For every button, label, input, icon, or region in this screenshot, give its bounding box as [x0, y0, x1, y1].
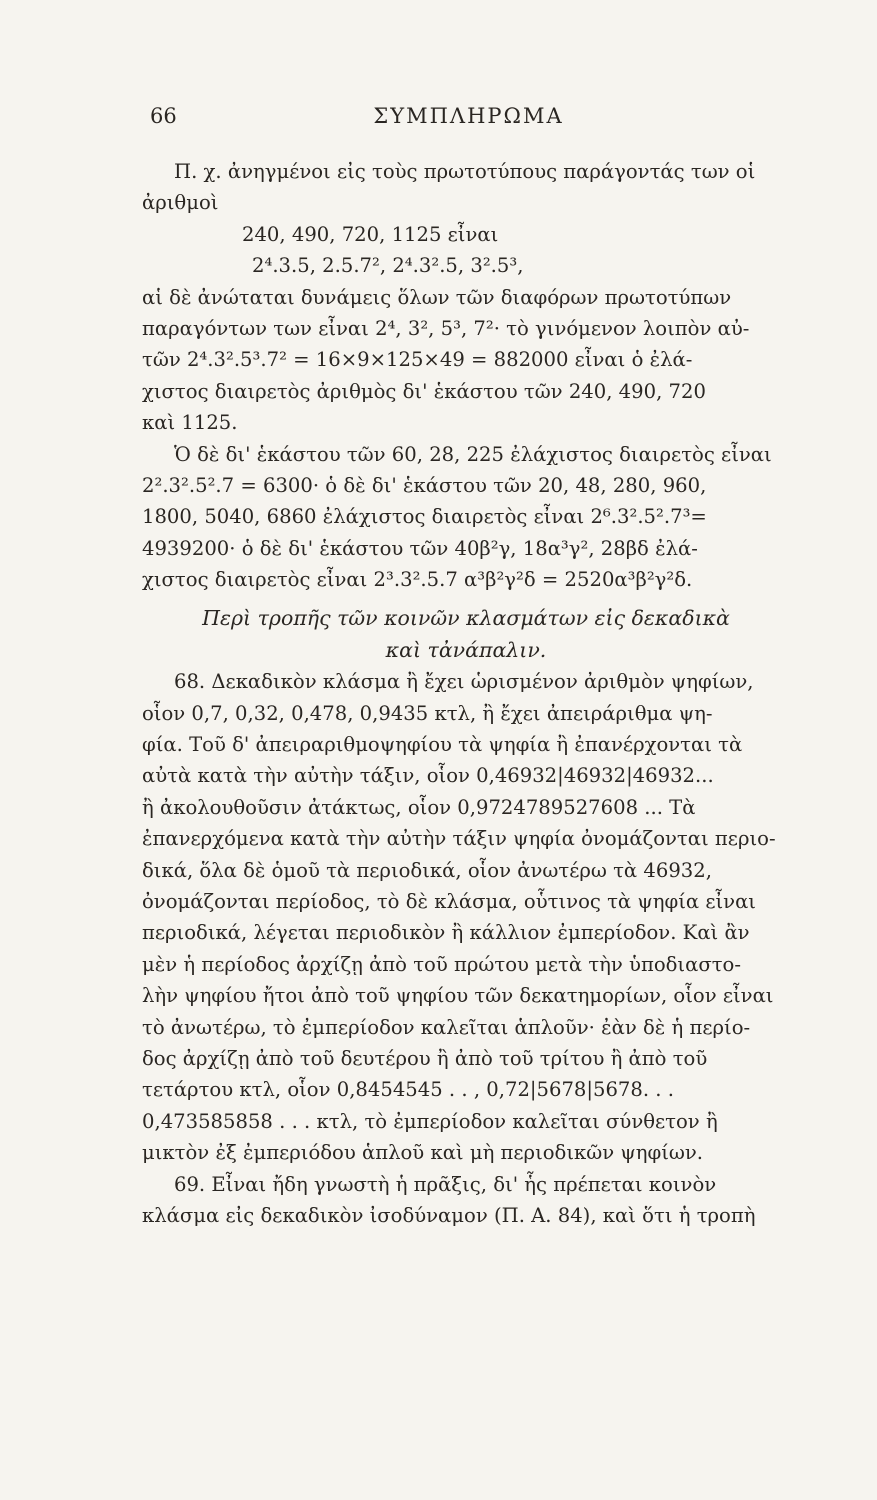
- spacer: [142, 595, 790, 603]
- text-line: καὶ 1125.: [142, 411, 238, 435]
- text-line: 1800, 5040, 6860 ἐλάχιστος διαιρετὸς εἶναι 2⁶.3².5².7³=: [142, 505, 707, 529]
- text-line: Ὁ δὲ δι' ἑκάστου τῶν 60, 28, 225 ἐλάχιστος διαιρετὸς εἶναι: [174, 442, 772, 466]
- text-line: χιστος διαιρετὸς εἶναι 2³.3².5.7 α³β²γ²δ = 2520α³β²γ²δ.: [142, 568, 693, 592]
- running-head: ΣΥΜΠΛΗΡΩΜΑ: [373, 104, 564, 128]
- text-line: 240, 490, 720, 1125 εἶναι: [242, 222, 499, 246]
- text-line: τὸ ἀνωτέρω, τὸ ἐμπερίοδον καλεῖται ἁπλοῦν· ἐὰν δὲ ἡ περίο-: [142, 1015, 751, 1039]
- text-line: φία. Τοῦ δ' ἀπειραριθμοψηφίου τὰ ψηφία ἢ ἐπανέρχονται τὰ: [142, 733, 743, 757]
- text-line: ἢ ἀκολουθοῦσιν ἀτάκτως, οἷον 0,9724789527608 ... Τὰ: [142, 795, 696, 819]
- text-line: 68. Δεκαδικὸν κλάσμα ἢ ἔχει ὡρισμένον ἀριθμὸν ψηφίων,: [174, 670, 754, 694]
- text-line: περιοδικά, λέγεται περιοδικὸν ἢ κάλλιον ἐμπερίοδον. Καὶ ἂν: [142, 921, 750, 945]
- text-line: 4939200· ὁ δὲ δι' ἑκάστου τῶν 40β²γ, 18α³γ², 28βδ ἐλά-: [142, 536, 698, 560]
- text-line: 0,473585858 . . . κτλ, τὸ ἐμπερίοδον καλεῖται σύνθετον ἢ: [142, 1109, 718, 1133]
- section-title-line: καὶ τἀνάπαλιν.: [385, 637, 547, 662]
- text-line: αὐτὰ κατὰ τὴν αὐτὴν τάξιν, οἷον 0,46932|46932|46932...: [142, 764, 714, 788]
- text-line: ὀνομάζονται περίοδος, τὸ δὲ κλάσμα, οὗτινος τὰ ψηφία εἶναι: [142, 889, 756, 913]
- text-line: μικτὸν ἐξ ἐμπεριόδου ἁπλοῦ καὶ μὴ περιοδικῶν ψηφίων.: [142, 1141, 704, 1165]
- body-text: [142, 156, 790, 1231]
- text-line: χιστος διαιρετὸς ἀριθμὸς δι' ἑκάστου τῶν 240, 490, 720: [142, 379, 706, 403]
- text-line: μὲν ἡ περίοδος ἀρχίζῃ ἀπὸ τοῦ πρώτου μετὰ τὴν ὑποδιαστο-: [142, 952, 741, 976]
- section-title-line: Περὶ τροπῆς τῶν κοινῶν κλασμάτων εἰς δεκαδικὰ: [202, 606, 730, 631]
- page-number: 66: [150, 104, 177, 128]
- text-line: αἱ δὲ ἀνώταται δυνάμεις ὅλων τῶν διαφόρων πρωτοτύπων: [142, 285, 732, 309]
- text-line: οἷον 0,7, 0,32, 0,478, 0,9435 κτλ, ἢ ἔχει ἀπειράριθμα ψη-: [142, 701, 713, 725]
- text-line: 2⁴.3.5, 2.5.7², 2⁴.3².5, 3².5³,: [252, 254, 524, 278]
- text-line: κλάσμα εἰς δεκαδικὸν ἰσοδύναμον (Π. Α. 84), καὶ ὅτι ἡ τροπὴ: [142, 1203, 756, 1227]
- page-header: [150, 104, 787, 136]
- text-line: λὴν ψηφίου ἤτοι ἀπὸ τοῦ ψηφίου τῶν δεκατημορίων, οἷον εἶναι: [142, 984, 774, 1008]
- text-line: δος ἀρχίζῃ ἀπὸ τοῦ δευτέρου ἢ ἀπὸ τοῦ τρίτου ἢ ἀπὸ τοῦ: [142, 1046, 708, 1070]
- text-line: τῶν 2⁴.3².5³.7² = 16×9×125×49 = 882000 εἶναι ὁ ἐλά-: [142, 348, 693, 372]
- text-line: τετάρτου κτλ, οἷον 0,8454545 . . , 0,72|5678|5678. . .: [142, 1078, 674, 1102]
- text-line: δικά, ὅλα δὲ ὁμοῦ τὰ περιοδικά, οἷον ἀνωτέρω τὰ 46932,: [142, 858, 712, 882]
- text-line: Π. χ. ἀνηγμένοι εἰς τοὺς πρωτοτύπους παράγοντάς των οἱ: [174, 160, 756, 183]
- text-line: παραγόντων των εἶναι 2⁴, 3², 5³, 7²· τὸ γινόμενον λοιπὸν αὐ-: [142, 316, 750, 340]
- text-line: 69. Εἶναι ἤδη γνωστὴ ἡ πρᾶξις, δι' ἧς πρέπεται κοινὸν: [174, 1172, 717, 1196]
- text-line: 2².3².5².7 = 6300· ὁ δὲ δι' ἑκάστου τῶν 20, 48, 280, 960,: [142, 473, 707, 497]
- text-line: ἐπανερχόμενα κατὰ τὴν αὐτὴν τάξιν ψηφία ὀνομάζονται περιο-: [142, 827, 776, 851]
- text-line: ἀριθμοὶ: [142, 191, 219, 215]
